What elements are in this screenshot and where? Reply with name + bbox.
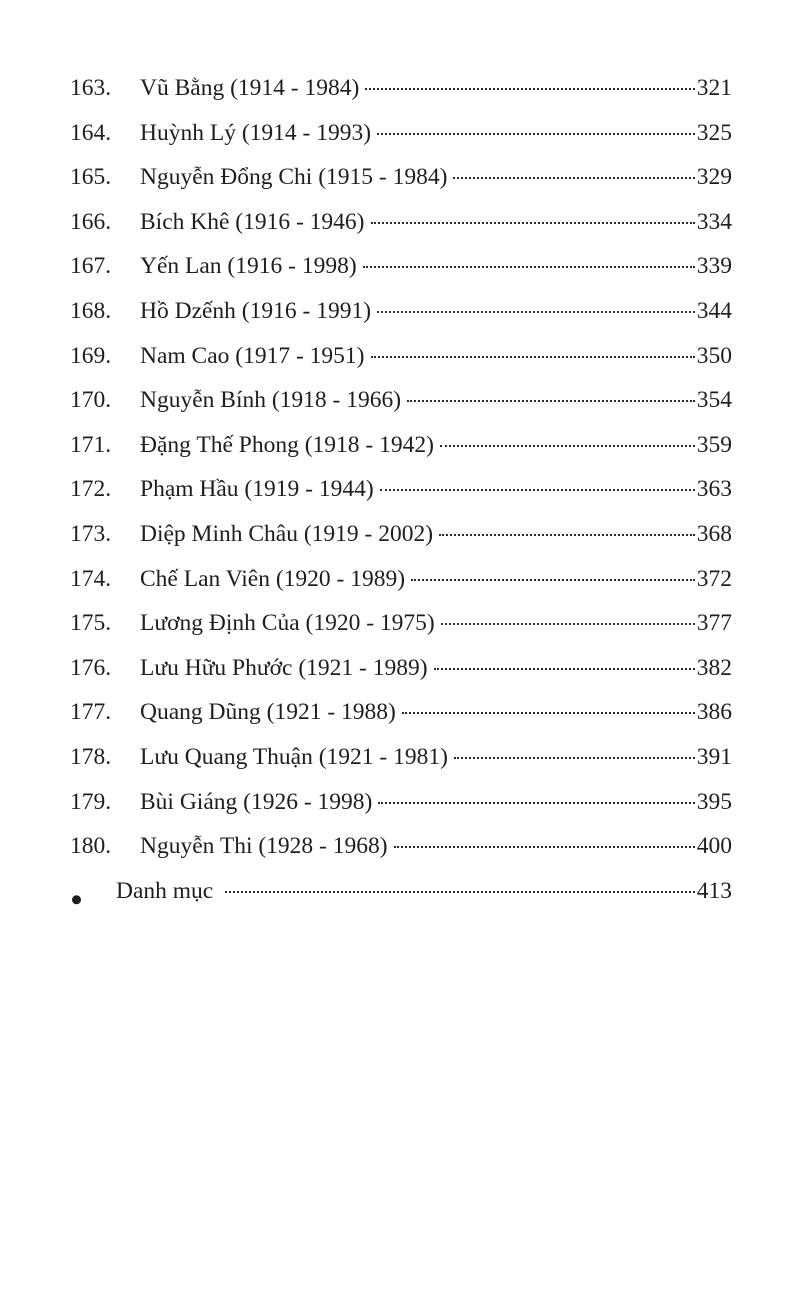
entry-title: Quang Dũng (1921 - 1988) bbox=[140, 699, 396, 726]
entry-page-number: 354 bbox=[696, 387, 732, 414]
dot-leader bbox=[411, 579, 695, 581]
entry-page-number: 368 bbox=[696, 520, 732, 547]
entry-page-number: 363 bbox=[696, 476, 732, 503]
toc-entry-166[interactable] bbox=[70, 200, 732, 245]
entry-title: Nam Cao (1917 - 1951) bbox=[140, 342, 365, 369]
entry-page-number: 377 bbox=[696, 610, 732, 637]
entry-number: 163. bbox=[70, 75, 112, 101]
dot-leader bbox=[453, 177, 694, 179]
dot-leader bbox=[402, 712, 695, 714]
entry-number: 172. bbox=[70, 476, 112, 503]
entry-number: 171. bbox=[70, 431, 112, 458]
dot-leader bbox=[454, 757, 695, 759]
entry-page-number: 382 bbox=[696, 654, 732, 681]
toc-entry-169[interactable] bbox=[70, 334, 732, 379]
entry-number: 167. bbox=[70, 253, 112, 280]
entry-number: 177. bbox=[70, 699, 112, 726]
entry-page-number: 339 bbox=[696, 253, 732, 280]
dot-leader bbox=[394, 846, 695, 848]
toc-entry-174[interactable] bbox=[70, 557, 732, 602]
dot-leader bbox=[377, 311, 695, 313]
dot-leader bbox=[441, 623, 695, 625]
entry-title: Nguyễn Thi (1928 - 1968) bbox=[140, 833, 388, 860]
entry-number: 174. bbox=[70, 565, 112, 592]
entry-number: 166. bbox=[70, 208, 112, 235]
entry-number: 170. bbox=[70, 387, 112, 414]
toc-entry-164[interactable] bbox=[70, 111, 732, 156]
entry-page-number: 325 bbox=[696, 119, 732, 146]
toc-entry-171[interactable] bbox=[70, 423, 732, 468]
entry-number: 169. bbox=[70, 342, 112, 369]
toc-entry-179[interactable] bbox=[70, 780, 732, 825]
entry-title: Hồ Dzếnh (1916 - 1991) bbox=[140, 297, 372, 324]
entry-title: Bích Khê (1916 - 1946) bbox=[140, 208, 365, 235]
entry-page-number: 359 bbox=[696, 431, 732, 458]
entry-title: Đặng Thế Phong (1918 - 1942) bbox=[140, 431, 434, 458]
entry-number: 173. bbox=[70, 520, 112, 547]
entry-page-number: 329 bbox=[696, 164, 732, 191]
dot-leader bbox=[225, 891, 695, 893]
entry-title: Lưu Quang Thuận (1921 - 1981) bbox=[140, 743, 448, 770]
toc-entry-180[interactable] bbox=[70, 824, 732, 869]
dot-leader bbox=[378, 802, 694, 804]
dot-leader bbox=[407, 400, 695, 402]
entry-title: Lưu Hữu Phước (1921 - 1989) bbox=[140, 654, 428, 681]
entry-number: 180. bbox=[70, 833, 112, 860]
entry-title: Lương Định Của (1920 - 1975) bbox=[140, 610, 435, 637]
dot-leader bbox=[377, 133, 695, 135]
dot-leader bbox=[371, 222, 695, 224]
toc-entry-163[interactable] bbox=[70, 66, 732, 111]
dot-leader bbox=[365, 88, 694, 90]
entry-title: Bùi Giáng (1926 - 1998) bbox=[140, 788, 373, 815]
entry-title: Yến Lan (1916 - 1998) bbox=[140, 253, 357, 280]
table-of-contents bbox=[70, 66, 732, 913]
dot-leader bbox=[363, 266, 695, 268]
entry-page-number: 350 bbox=[696, 342, 732, 369]
entry-number: 178. bbox=[70, 743, 112, 770]
entry-title: Chế Lan Viên (1920 - 1989) bbox=[140, 565, 406, 592]
entry-page-number: 386 bbox=[696, 699, 732, 726]
entry-number: 168. bbox=[70, 297, 112, 324]
entry-page-number: 321 bbox=[696, 75, 732, 101]
dot-leader bbox=[380, 489, 695, 491]
dot-leader bbox=[371, 356, 695, 358]
entry-title: Phạm Hầu (1919 - 1944) bbox=[140, 476, 374, 503]
entry-page-number: 400 bbox=[696, 833, 732, 860]
entry-title: Nguyễn Bính (1918 - 1966) bbox=[140, 387, 402, 414]
entry-number: 165. bbox=[70, 164, 112, 191]
toc-entry-173[interactable] bbox=[70, 512, 732, 557]
toc-entry-172[interactable] bbox=[70, 467, 732, 512]
toc-entry-177[interactable] bbox=[70, 690, 732, 735]
toc-entry-168[interactable] bbox=[70, 289, 732, 334]
entry-page-number: 413 bbox=[696, 877, 732, 904]
toc-entry-165[interactable] bbox=[70, 155, 732, 200]
dot-leader bbox=[439, 534, 695, 536]
entry-page-number: 334 bbox=[696, 208, 732, 235]
toc-entry-176[interactable] bbox=[70, 646, 732, 691]
entry-title: Diệp Minh Châu (1919 - 2002) bbox=[140, 520, 434, 547]
dot-leader bbox=[434, 668, 695, 670]
toc-entry-167[interactable] bbox=[70, 244, 732, 289]
entry-title: Danh mục bbox=[116, 877, 214, 904]
entry-title: Huỳnh Lý (1914 - 1993) bbox=[140, 119, 372, 146]
entry-number: 175. bbox=[70, 610, 112, 637]
entry-number: 164. bbox=[70, 119, 112, 146]
entry-title: Nguyễn Đổng Chi (1915 - 1984) bbox=[140, 164, 448, 191]
entry-title: Vũ Bằng (1914 - 1984) bbox=[140, 75, 360, 101]
dot-leader bbox=[440, 445, 695, 447]
toc-entry-danh-muc[interactable] bbox=[70, 869, 732, 914]
entry-page-number: 391 bbox=[696, 743, 732, 770]
entry-page-number: 395 bbox=[696, 788, 732, 815]
entry-page-number: 344 bbox=[696, 297, 732, 324]
toc-entry-170[interactable] bbox=[70, 378, 732, 423]
toc-entry-178[interactable] bbox=[70, 735, 732, 780]
bullet-dot-icon bbox=[72, 895, 81, 904]
toc-entry-175[interactable] bbox=[70, 601, 732, 646]
entry-page-number: 372 bbox=[696, 565, 732, 592]
entry-number: 179. bbox=[70, 788, 112, 815]
entry-number: 176. bbox=[70, 654, 112, 681]
